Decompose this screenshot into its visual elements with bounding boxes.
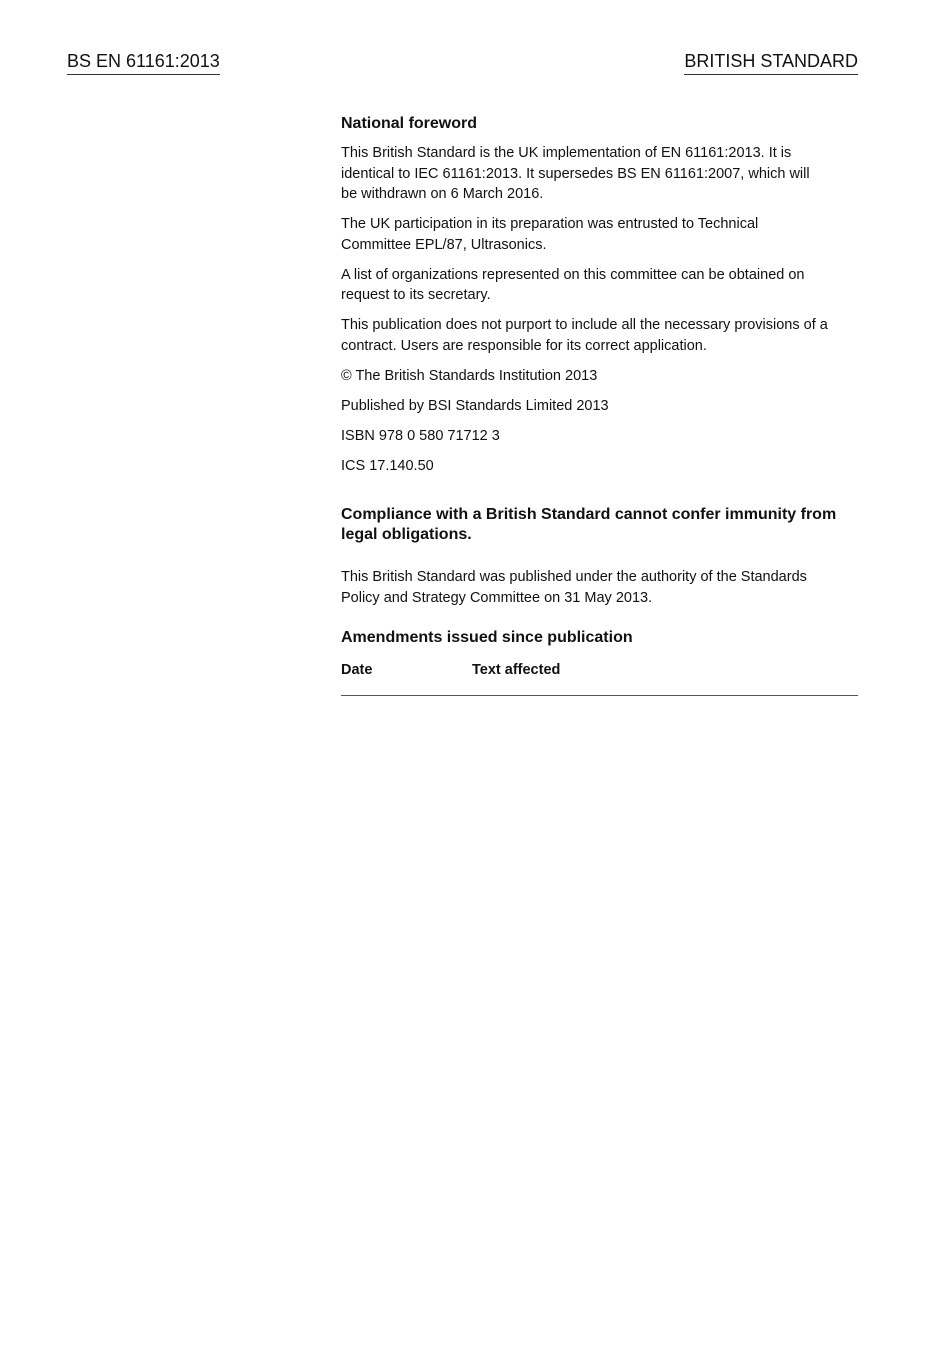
- authority-statement: This British Standard was published under the authority of the Standards Policy and Strategy Committee on 31 May 2013.: [341, 569, 807, 606]
- foreword-paragraph-organizations: A list of organizations represented on this committee can be obtained on request to its secretary.: [341, 266, 805, 303]
- amendments-column-text-affected: Text affected: [472, 662, 561, 678]
- compliance-notice: Compliance with a British Standard cannot confer immunity from legal obligations.: [341, 506, 837, 543]
- foreword-paragraph-implementation: This British Standard is the UK implementation of EN 61161:2013. It is identical to IEC 61161:2013. It supersedes BS EN 61161:2007, which will be withdrawn on 6 March 2016.: [341, 145, 810, 202]
- foreword-paragraph-committee: The UK participation in its preparation was entrusted to Technical Committee EPL/87, Ultrasonics.: [341, 216, 759, 253]
- ics-line: ICS 17.140.50: [341, 457, 434, 474]
- series-label: BRITISH STANDARD: [684, 50, 858, 75]
- publisher-line: Published by BSI Standards Limited 2013: [341, 397, 609, 414]
- foreword-section: [341, 113, 858, 696]
- foreword-title: National foreword: [341, 115, 478, 132]
- copyright-line: © The British Standards Institution 2013: [341, 367, 598, 384]
- amendments-table-header: [341, 660, 858, 696]
- isbn-line: ISBN 978 0 580 71712 3: [341, 427, 500, 444]
- amendments-title: Amendments issued since publication: [341, 629, 633, 646]
- document-number: BS EN 61161:2013: [67, 50, 220, 75]
- amendments-column-date: Date: [341, 662, 373, 678]
- foreword-paragraph-provisions: This publication does not purport to include all the necessary provisions of a contract. Users are responsible for its correct application.: [341, 317, 828, 354]
